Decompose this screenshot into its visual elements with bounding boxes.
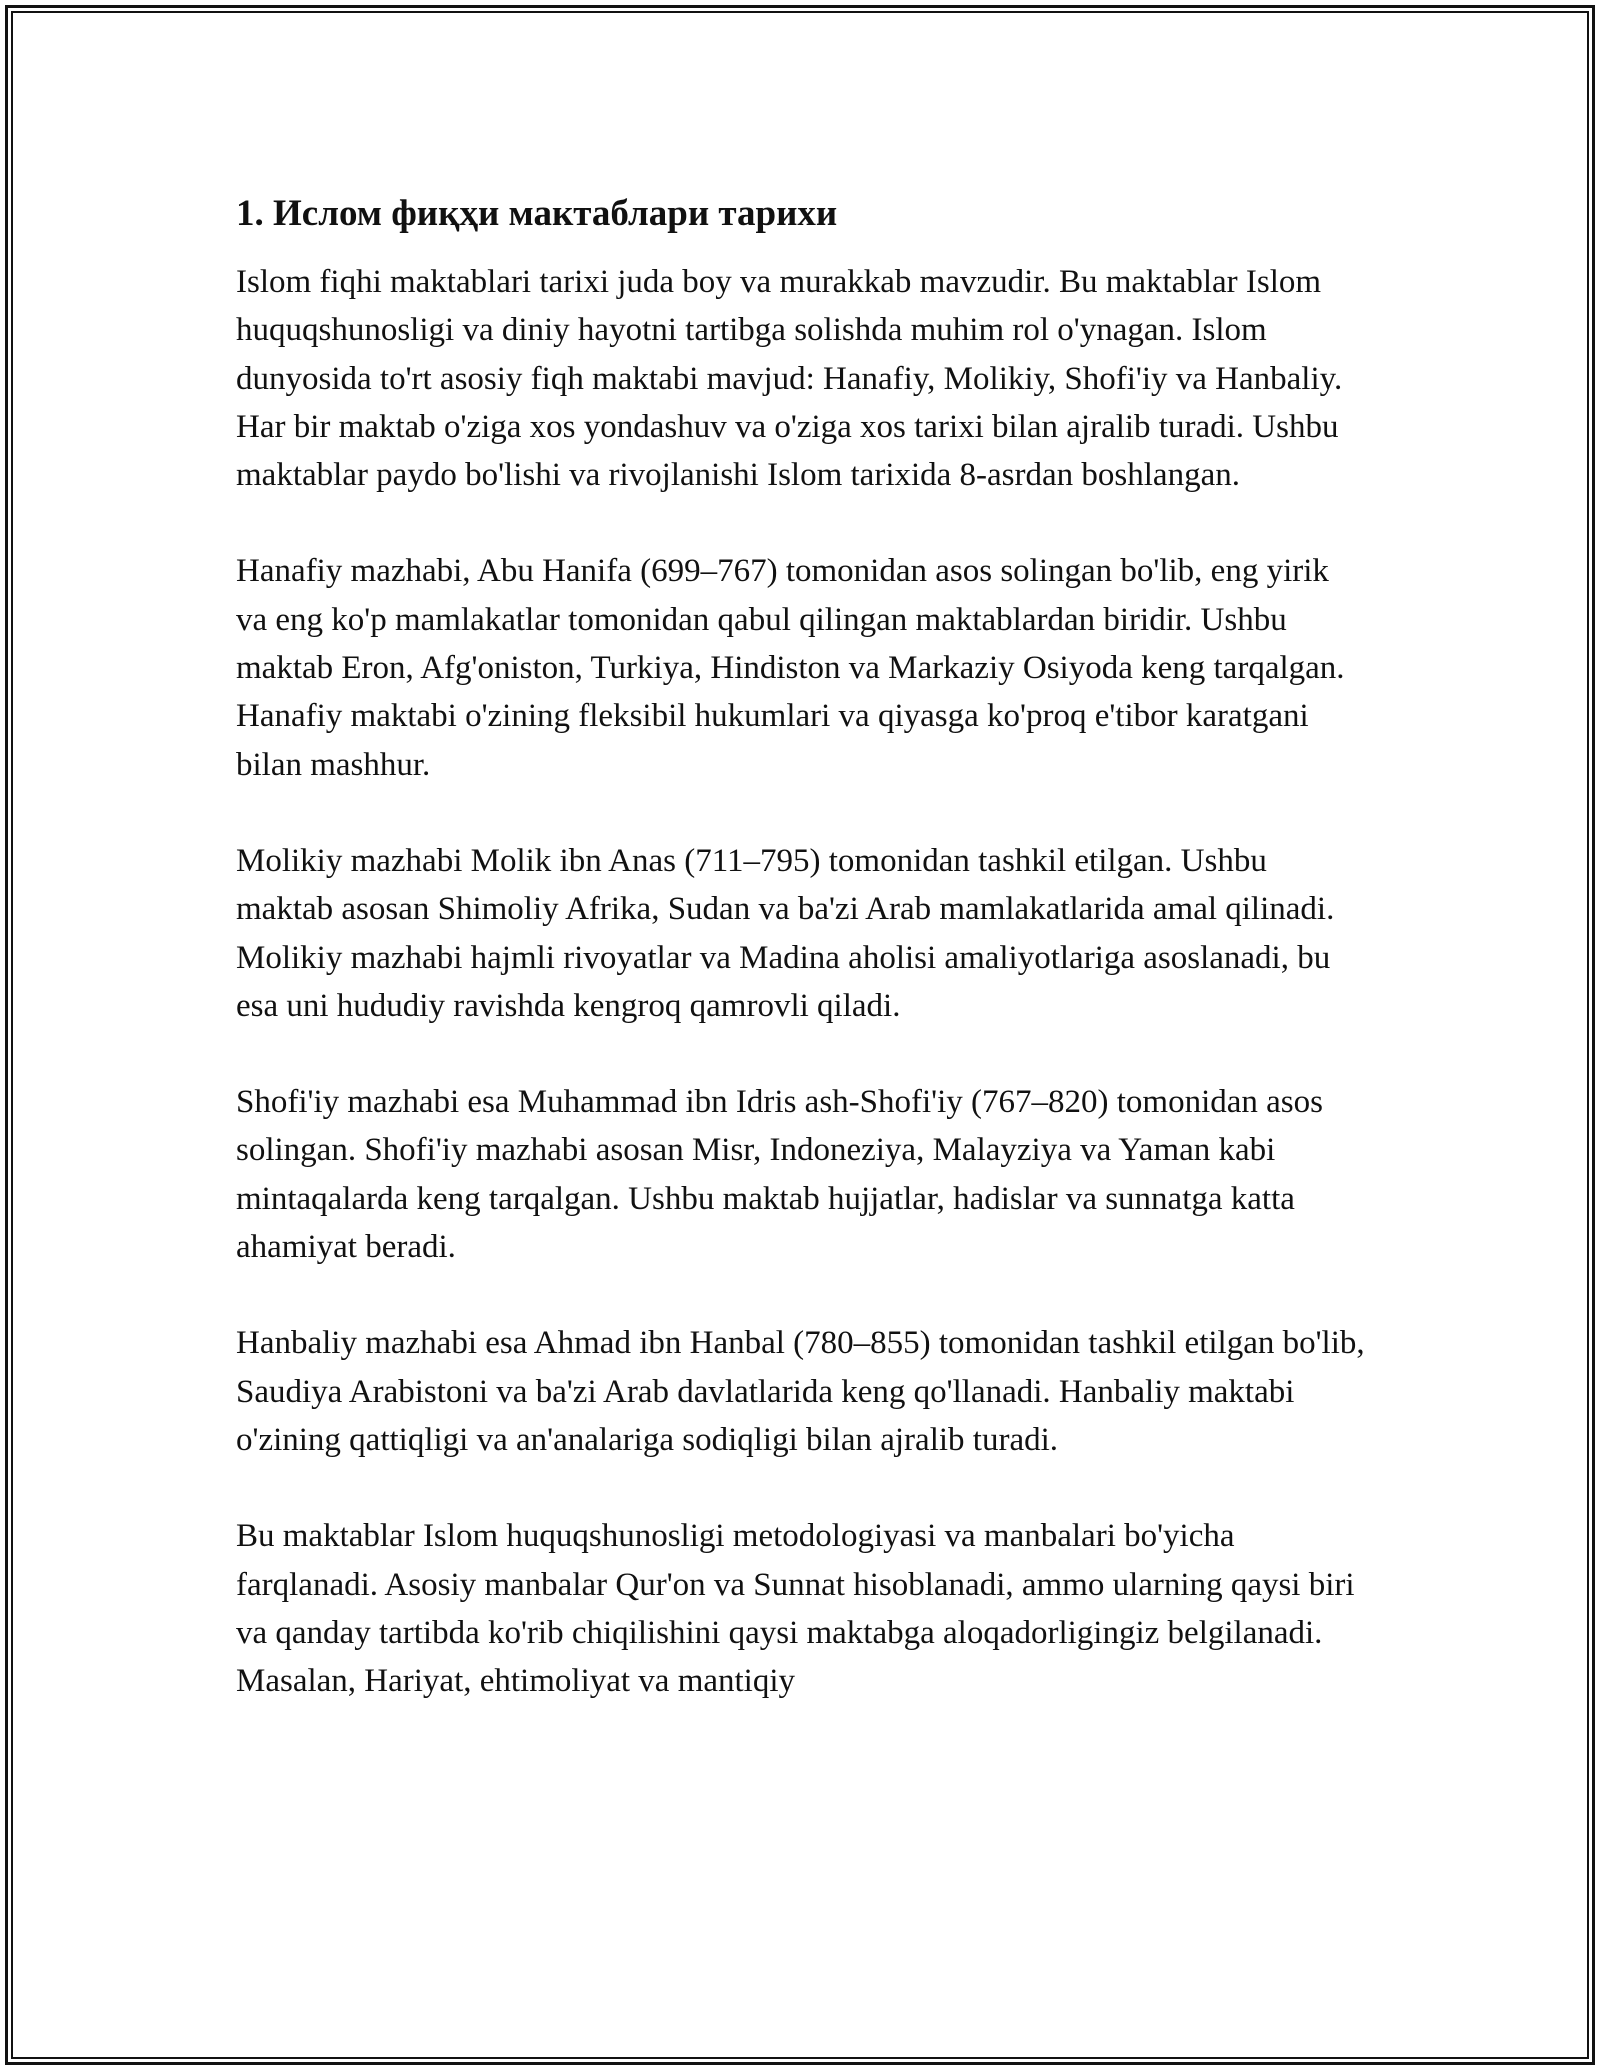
paragraph-methodology: Bu maktablar Islom huquqshunosligi metodologiyasi va manbalari bo'yicha farqlanadi. Asosiy manbalar Qur'on va Sunnat hisoblanadi, ammo ularning qaysi biri va qanday tartibda ko'rib chiqilishini qaysi maktabga aloqadorligingiz belgilanadi. Masalan, Hariyat, ehtimoliyat va mantiqiy <box>236 1518 1355 1700</box>
paragraph-shafii: Shofi'iy mazhabi esa Muhammad ibn Idris ash-Shofi'iy (767–820) tomonidan asos solingan. Shofi'iy mazhabi asosan Misr, Indoneziya, Malayziya va Yaman kabi mintaqalarda keng tarqalgan. Ushbu maktab hujjatlar, hadislar va sunnatga katta ahamiyat beradi. <box>236 1084 1323 1266</box>
paragraph-maliki: Molikiy mazhabi Molik ibn Anas (711–795) tomonidan tashkil etilgan. Ushbu maktab asosan Shimoliy Afrika, Sudan va ba'zi Arab mamlakatlarida amal qilinadi. Molikiy mazhabi hajmli rivoyatlar va Madina aholisi amaliyotlariga asoslanadi, bu esa uni hududiy ravishda kengroq qamrovli qiladi. <box>236 842 1335 1024</box>
paragraph-hanafi: Hanafiy mazhabi, Abu Hanifa (699–767) tomonidan asos solingan bo'lib, eng yirik va eng ko'p mamlakatlar tomonidan qabul qilingan maktablardan biridir. Ushbu maktab Eron, Afg'oniston, Turkiya, Hindiston va Markaziy Osiyoda keng tarqalgan. Hanafiy maktabi o'zining fleksibil hukumlari va qiyasga ko'proq e'tibor karatgani bilan mashhur. <box>236 553 1345 783</box>
document-body <box>236 188 1366 1753</box>
paragraph-hanbali: Hanbaliy mazhabi esa Ahmad ibn Hanbal (780–855) tomonidan tashkil etilgan bo'lib, Saudiya Arabistoni va ba'zi Arab davlatlarida keng qo'llanadi. Hanbaliy maktabi o'zining qattiqligi va an'analariga sodiqligi bilan ajralib turadi. <box>236 1325 1365 1458</box>
section-heading: 1. Ислом фиқҳи мактаблари тарихи <box>236 193 838 234</box>
paragraph-intro: Islom fiqhi maktablari tarixi juda boy va murakkab mavzudir. Bu maktablar Islom huquqshunosligi va diniy hayotni tartibga solishda muhim rol o'ynagan. Islom dunyosida to'rt asosiy fiqh maktabi mavjud: Hanafiy, Molikiy, Shofi'iy va Hanbaliy. Har bir maktab o'ziga xos yondashuv va o'ziga xos tarixi bilan ajralib turadi. Ushbu maktablar paydo bo'lishi va rivojlanishi Islom tarixida 8-asrdan boshlangan. <box>236 264 1343 494</box>
